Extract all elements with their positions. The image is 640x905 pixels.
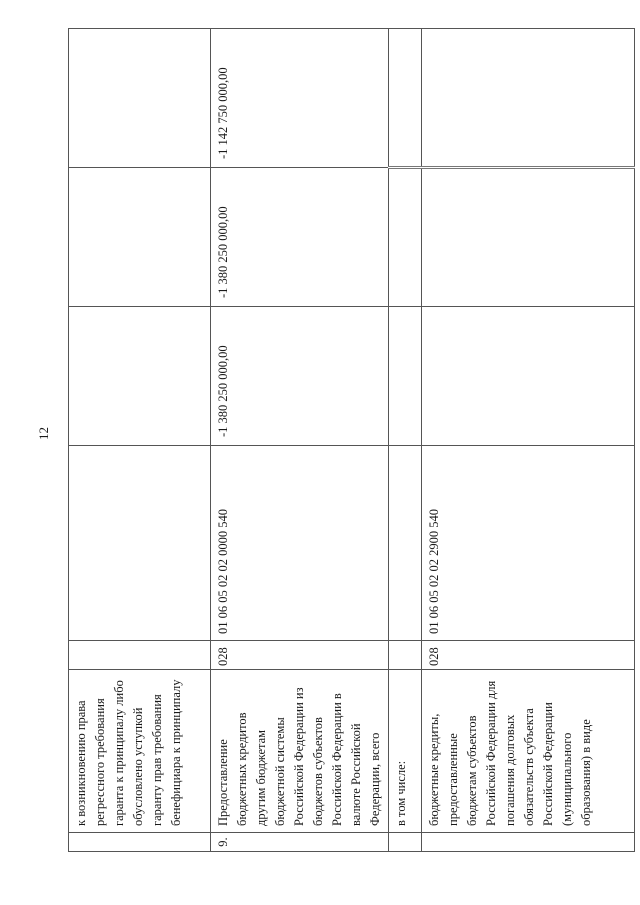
admin-code [389, 641, 422, 670]
amount-year-2 [422, 168, 635, 307]
amount-year-2 [389, 168, 422, 307]
sources-financing-table [68, 28, 635, 852]
amount-year-2: -1 380 250 000,00 [211, 168, 389, 307]
row-index [69, 833, 211, 852]
table-row [422, 29, 635, 852]
table-row [211, 29, 389, 852]
amount-year-1 [69, 307, 211, 446]
row-name: бюджетные кредиты, предоставленные бюджетам субъектов Российской Федерации для погашения долговых обязательств субъекта Российской Федерации (муниципального образования) в виде [422, 670, 635, 833]
admin-code: 028 [422, 641, 635, 670]
rotated-page-content [68, 37, 630, 852]
row-name: Предоставление бюджетных кредитов другим бюджетам бюджетной системы Российской Федерации из бюджетов субъектов Российской Федерации в валюте Российской Федерации, всего [211, 670, 389, 833]
budget-classification-code: 01 06 05 02 02 0000 540 [211, 446, 389, 641]
amount-year-3: -1 142 750 000,00 [211, 29, 389, 168]
row-index: 9. [211, 833, 389, 852]
amount-year-3 [69, 29, 211, 168]
table-row [389, 29, 422, 852]
row-name: к возникновению права регрессного требования гаранта к принципалу либо обусловлено уступкой гаранту прав требования бенефициара к принципалу [69, 670, 211, 833]
page-number: 12 [36, 427, 51, 440]
budget-classification-code: 01 06 05 02 02 2900 540 [422, 446, 635, 641]
budget-classification-code [389, 446, 422, 641]
row-index [422, 833, 635, 852]
amount-year-3 [422, 29, 635, 168]
row-name: в том числе: [389, 670, 422, 833]
admin-code [69, 641, 211, 670]
row-index [389, 833, 422, 852]
amount-year-1 [389, 307, 422, 446]
amount-year-2 [69, 168, 211, 307]
admin-code: 028 [211, 641, 389, 670]
table-row [69, 29, 211, 852]
amount-year-3 [389, 29, 422, 168]
budget-classification-code [69, 446, 211, 641]
amount-year-1 [422, 307, 635, 446]
amount-year-1: -1 380 250 000,00 [211, 307, 389, 446]
